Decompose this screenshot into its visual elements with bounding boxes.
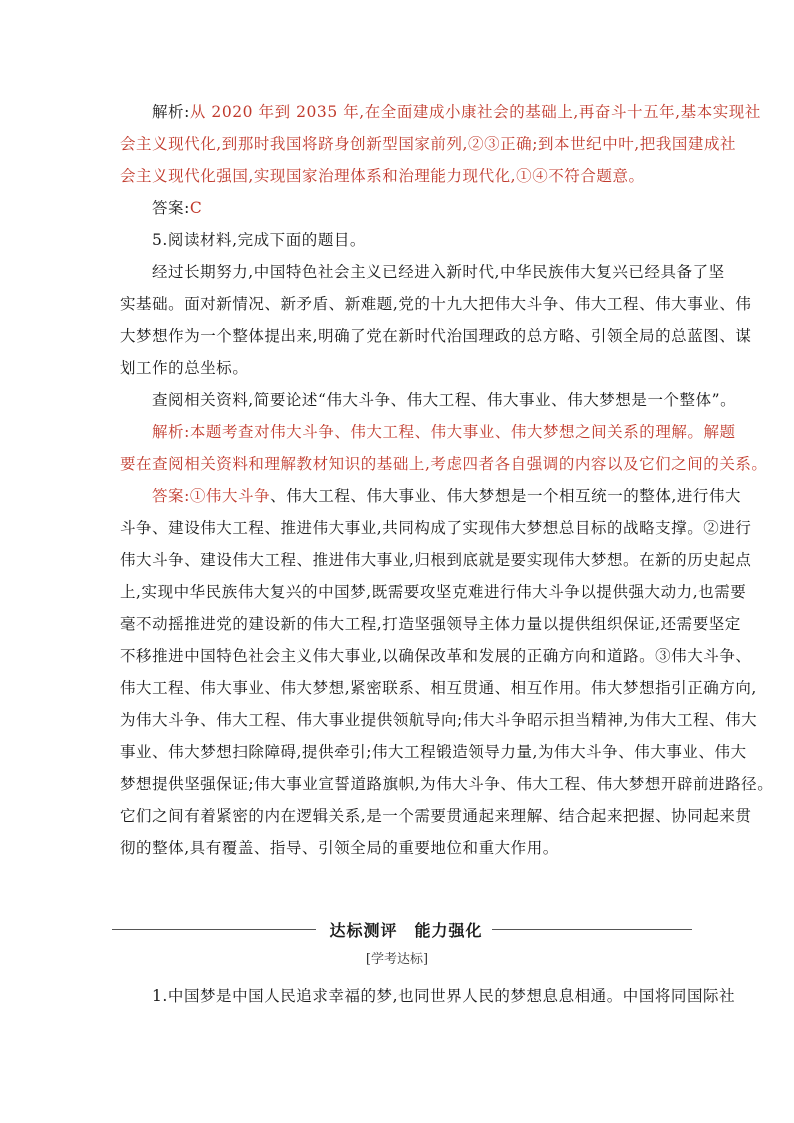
divider [492, 929, 692, 930]
analysis-label: 解析: [152, 103, 190, 121]
question-5-ask: 查阅相关资料,简要论述“伟大斗争、伟大工程、伟大事业、伟大梦想是一个整体”。 [152, 391, 737, 409]
material-line-3: 大梦想作为一个整体提出来,明确了党在新时代治国理政的总方略、引领全局的总蓝图、谋 [120, 327, 752, 345]
answer5-line-1 [152, 486, 742, 506]
answer5-line-12: 彻的整体,具有覆盖、指导、引领全局的重要地位和重大作用。 [120, 839, 559, 857]
answer-line [152, 198, 692, 218]
analysis5-line-2: 要在查阅相关资料和理解教材知识的基础上,考虑四者各自强调的内容以及它们之间的关系。 [120, 455, 768, 473]
answer5-line-10: 梦想提供坚强保证;伟大事业宣誓道路旗帜,为伟大斗争、伟大工程、伟大梦想开辟前进路径。 [120, 775, 774, 793]
analysis-text: 会主义现代化,到那时我国将跻身创新型国家前列, [120, 135, 469, 153]
section-title: 达标测评 能力强化 [329, 921, 483, 940]
option-marks: ②③ [468, 135, 501, 153]
analysis-text: 正确;到本世纪中叶,把我国建成社 [500, 135, 737, 153]
divider [112, 929, 316, 930]
question-5-title: 5.阅读材料,完成下面的题目。 [152, 231, 366, 249]
answer-label: 答案: [152, 487, 190, 505]
answer5-line-3: 伟大斗争、建设伟大工程、推进伟大事业,归根到底就是要实现伟大梦想。在新的历史起点 [120, 551, 752, 569]
answer5-line-7: 伟大工程、伟大事业、伟大梦想,紧密联系、相互贯通、相互作用。伟大梦想指引正确方向, [120, 679, 757, 697]
answer5-line-5: 毫不动摇推进党的建设新的伟大工程,打造坚强领导主体力量以提供组织保证,还需要坚定 [120, 615, 741, 633]
analysis5-line-1: 解析:本题考查对伟大斗争、伟大工程、伟大事业、伟大梦想之间关系的理解。解题 [152, 423, 736, 441]
question-1-text: 1.中国梦是中国人民追求幸福的梦,也同世界人民的梦想息息相通。中国将同国际社 [152, 987, 736, 1005]
analysis-text: 会主义现代化强国,实现国家治理体系和治理能力现代化, [120, 167, 517, 185]
analysis-text: 从 2020 年到 2035 年,在全面建成小康社会的基础上,再奋斗十五年,基本实现社 [189, 103, 761, 121]
analysis-line-1 [152, 102, 761, 122]
section-subtitle: [学考达标] [365, 952, 429, 967]
analysis-line-2 [120, 134, 737, 154]
answer-highlight: ①伟大斗争 [189, 487, 271, 505]
answer5-line-2: 斗争、建设伟大工程、推进伟大事业,共同构成了实现伟大梦想总目标的战略支撑。②进行 [120, 519, 752, 537]
analysis-text: ①④不符合题意。 [516, 167, 645, 185]
answer5-line-4: 上,实现中华民族伟大复兴的中国梦,既需要攻坚克难进行伟大斗争以提供强大动力,也需要 [120, 583, 747, 601]
material-line-4: 划工作的总坐标。 [120, 359, 249, 377]
analysis-line-3 [120, 166, 690, 186]
answer5-line-11: 它们之间有着紧密的内在逻辑关系,是一个需要贯通起来理解、结合起来把握、协同起来贯 [120, 807, 752, 825]
material-line-2: 实基础。面对新情况、新矛盾、新难题,党的十九大把伟大斗争、伟大工程、伟大事业、伟 [120, 295, 752, 313]
material-line-1: 经过长期努力,中国特色社会主义已经进入新时代,中华民族伟大复兴已经具备了坚 [152, 263, 725, 281]
answer-value: C [189, 199, 203, 217]
answer5-line-8: 为伟大斗争、伟大工程、伟大事业提供领航导向;伟大斗争昭示担当精神,为伟大工程、伟大 [120, 711, 758, 729]
section-header [112, 918, 692, 940]
answer-text: 、伟大工程、伟大事业、伟大梦想是一个相互统一的整体,进行伟大 [270, 487, 742, 505]
answer5-line-6: 不移推进中国特色社会主义伟大事业,以确保改革和发展的正确方向和道路。③伟大斗争、 [120, 647, 752, 665]
answer-label: 答案: [152, 199, 190, 217]
answer5-line-9: 事业、伟大梦想扫除障碍,提供牵引;伟大工程锻造领导力量,为伟大斗争、伟大事业、伟大 [120, 743, 747, 761]
